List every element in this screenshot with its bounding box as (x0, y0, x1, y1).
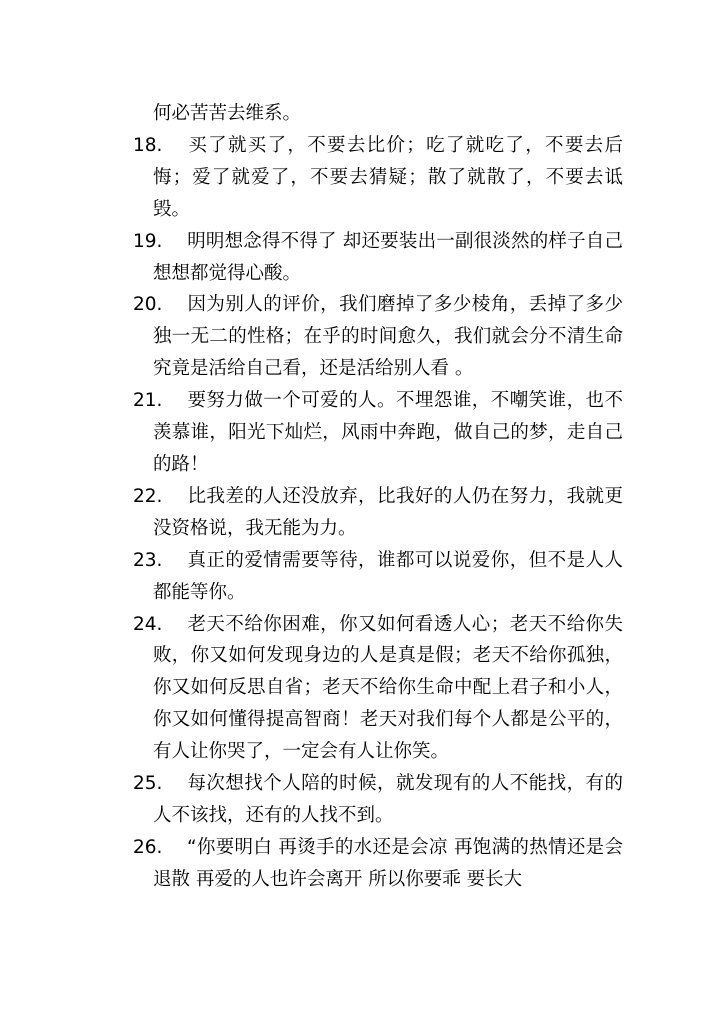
list-item-19 (133, 226, 623, 290)
list-item-22 (133, 481, 623, 545)
list-item-24 (133, 609, 623, 769)
item-number: 22. (133, 485, 163, 507)
list-item-21 (133, 385, 623, 481)
item-number: 20. (133, 294, 163, 316)
document-body (133, 98, 623, 896)
item-text: 明明想念得不得了 却还要装出一副很淡然的样子自己想想都觉得心酸。 (153, 230, 623, 284)
item-number: 24. (133, 613, 163, 635)
item-number: 25. (133, 773, 163, 795)
item-text: 每次想找个人陪的时候，就发现有的人不能找，有的人不该找，还有的人找不到。 (153, 773, 623, 826)
item-text: 要努力做一个可爱的人。不埋怨谁，不嘲笑谁，也不羡慕谁，阳光下灿烂，风雨中奔跑，做自己的梦，走自己的路！ (153, 390, 623, 475)
item-text: 买了就买了，不要去比价；吃了就吃了，不要去后悔；爱了就爱了，不要去猜疑；散了就散了，不要去诋毁。 (153, 134, 623, 220)
item-text: 真正的爱情需要等待，谁都可以说爱你，但不是人人都能等你。 (153, 549, 623, 603)
item-text: 老天不给你困难，你又如何看透人心；老天不给你失败，你又如何发现身边的人是真是假；老天不给你孤独，你又如何反思自省；老天不给你生命中配上君子和小人，你又如何懂得提高智商！老天对我们每个人都是公平的，有人让你哭了，一定会有人让你笑。 (153, 613, 623, 763)
list-item-18 (133, 130, 623, 226)
item-number: 26. (133, 836, 163, 858)
item-number: 18. (133, 134, 163, 156)
list-item-20 (133, 289, 623, 385)
list-item-25 (133, 768, 623, 832)
item-number: 23. (133, 549, 163, 571)
item-text: “你要明白 再烫手的水还是会凉 再饱满的热情还是会退散 再爱的人也许会离开 所以你要乖 要长大 (153, 836, 623, 890)
continued-text: 何必苦苦去维系。 (153, 103, 302, 124)
list-item-23 (133, 545, 623, 609)
item-number: 21. (133, 390, 163, 412)
item-number: 19. (133, 230, 163, 252)
item-text: 比我差的人还没放弃，比我好的人仍在努力，我就更没资格说，我无能为力。 (153, 485, 623, 539)
list-item-26 (133, 832, 623, 896)
item-text: 因为别人的评价，我们磨掉了多少棱角，丢掉了多少独一无二的性格；在乎的时间愈久，我们就会分不清生命究竟是活给自己看，还是活给别人看 。 (153, 294, 623, 380)
